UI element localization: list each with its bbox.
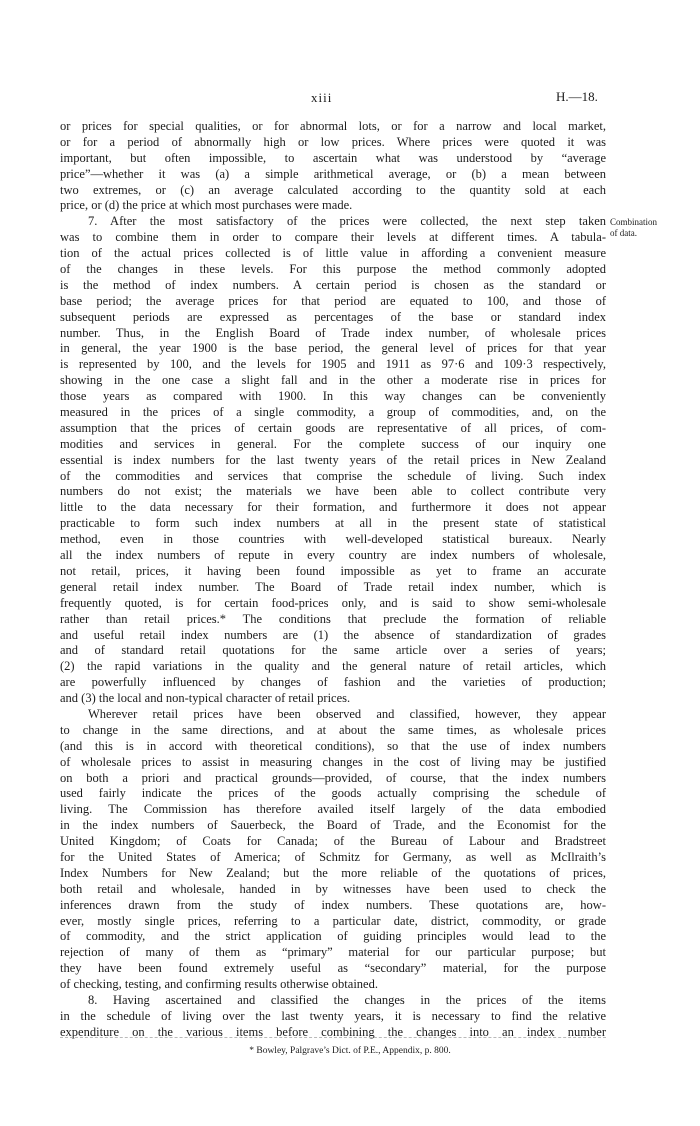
text-line: in the schedule of living over the last twenty years, it is necessary to find the relative [60, 1008, 606, 1023]
text-line: inferences drawn from the study of index numbers. These quotations are, how- [60, 897, 606, 912]
text-line: numbers do not exist; the materials we have been able to collect contribute very [60, 484, 606, 499]
text-line: or prices for special qualities, or for abnormal lots, or for a narrow and local market, [60, 119, 606, 133]
text-line: of the changes in these levels. For this purpose the method commonly adopted [60, 262, 606, 277]
text-line: tion of the actual prices collected is of little value in affording a convenient measure [60, 246, 606, 261]
text-line: is the method of index numbers. A certain period is chosen as the standard or [60, 277, 606, 292]
text-line: method, even in those countries with well-developed statistical bureaux. Nearly [60, 532, 606, 547]
text-line: United Kingdom; of Coats for Canada; of the Bureau of Labour and Bradstreet [60, 834, 606, 849]
text-line: and useful retail index numbers are (1) the absence of standardization of grades [60, 627, 606, 642]
text-line: in the index numbers of Sauerbeck, the Board of Trade, and the Economist for the [60, 818, 606, 833]
footnote-divider [60, 1037, 606, 1038]
text-line: all the index numbers of repute in every country are index numbers of wholesale, [60, 548, 606, 563]
text-line: number. Thus, in the English Board of Trade index number, of wholesale prices [60, 325, 606, 340]
page-number: xiii [311, 90, 333, 105]
margin-note [610, 217, 700, 239]
text-line: of commodity, and the strict application of guiding principles would lead to the [60, 929, 606, 944]
text-line: showing in the one case a slight fall and in the other a moderate rise in prices for [60, 373, 606, 388]
text-line: are powerfully influenced by changes of fashion and the varieties of production; [60, 675, 606, 690]
text-line: and (3) the local and non-typical character of retail prices. [60, 691, 351, 706]
text-line: measured in the prices of a single commodity, a group of commodities, and, on the [60, 405, 606, 420]
text-line: on both a priori and practical grounds—provided, of course, that the index numbers [60, 770, 606, 785]
text-line: ever, mostly single prices, referring to a particular date, district, commodity, or grade [60, 913, 606, 928]
text-line: to change in the same directions, and at about the same times, as wholesale prices [60, 722, 606, 737]
text-line: practicable to form such index numbers at all in the present state of statistical [60, 516, 606, 531]
text-line: in general, the year 1900 is the base period, the general level of prices for that year [60, 341, 606, 356]
text-line: both retail and wholesale, handed in by witnesses have been used to check the [60, 881, 606, 896]
text-line: subsequent periods are expressed as percentages of the base or standard index [60, 309, 606, 324]
footnote: * Bowley, Palgrave’s Dict. of P.E., Appendix, p. 800. [249, 1046, 451, 1056]
text-line: assumption that the prices of certain goods are representative of all prices, of com- [60, 420, 606, 435]
text-line: or for a period of abnormally high or low prices. Where prices were quoted it was [60, 134, 606, 149]
text-line: not retail, prices, it having been found impossible as yet to frame an accurate [60, 563, 606, 578]
text-line: important, but often impossible, to ascertain what was understood by “average [60, 150, 606, 165]
text-line: frequently quoted, is for certain food-prices only, and is said to show semi-wholesale [60, 595, 606, 610]
text-line: those years as compared with 1900. In this way changes can be conveniently [60, 389, 606, 404]
margin-note-line: of data. [610, 228, 637, 238]
text-line: rather than retail prices.* The conditions that preclude the formation of reliable [60, 611, 606, 626]
body-text [60, 119, 606, 1041]
text-line: of wholesale prices to assist in measuring changes in the cost of living may be justified [60, 754, 606, 769]
text-line: used fairly indicate the prices of the goods actually comprising the schedule of [60, 786, 606, 801]
text-line: price, or (d) the price at which most purchases were made. [60, 198, 353, 213]
text-line: two extremes, or (c) an average calculated according to the quantity sold at each [60, 182, 606, 197]
text-line: and of standard retail quotations for the same article over a series of years; [60, 643, 606, 658]
text-line: is represented by 100, and the levels for 1905 and 1911 as 97·6 and 109·3 respectively, [60, 357, 606, 372]
text-line: rejection of many of them as “primary” material for our particular purpose; but [60, 945, 606, 960]
text-line: 8. Having ascertained and classified the changes in the prices of the items [88, 992, 606, 1007]
text-line: they have been found extremely useful as “secondary” material, for the purpose [60, 961, 606, 976]
text-line: for the United States of America; of Schmitz for Germany, as well as McIlraith’s [60, 849, 606, 864]
text-line: of the commodities and services that comprise the schedule of living. Such index [60, 468, 606, 483]
text-line: (and this is in accord with theoretical conditions), so that the use of index numbers [60, 738, 606, 753]
text-line: Index Numbers for New Zealand; but the more reliable of the quotations of prices, [60, 865, 606, 880]
text-line: price”—whether it was (a) a simple arithmetical average, or (b) a mean between [60, 166, 606, 181]
text-line: essential is index numbers for the last twenty years of the retail prices in New Zealand [60, 452, 606, 467]
document-reference: H.—18. [556, 89, 598, 104]
text-line: general retail index number. The Board of Trade retail index number, which is [60, 579, 606, 594]
text-line: Wherever retail prices have been observed and classified, however, they appear [88, 706, 606, 721]
text-line: little to the data necessary for their formation, and furthermore it does not appear [60, 500, 606, 515]
text-line: base period; the average prices for that period are equated to 100, and those of [60, 293, 606, 308]
text-line: expenditure on the various items before combining the changes into an index number [60, 1024, 606, 1039]
margin-note-line: Combination [610, 217, 657, 227]
text-line: of checking, testing, and confirming results otherwise obtained. [60, 977, 378, 992]
text-line: living. The Commission has therefore availed itself largely of the data embodied [60, 802, 606, 817]
text-line: modities and services in general. For the complete success of our inquiry one [60, 436, 606, 451]
text-line: was to combine them in order to compare their levels at different times. A tabula- [60, 230, 606, 245]
text-line: 7. After the most satisfactory of the prices were collected, the next step taken [88, 214, 606, 229]
text-line: (2) the rapid variations in the quality and the general nature of retail articles, which [60, 659, 606, 674]
